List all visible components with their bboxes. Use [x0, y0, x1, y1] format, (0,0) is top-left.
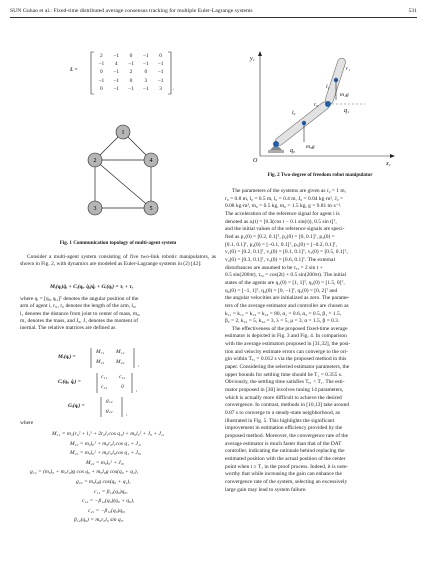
laplacian-cell: 0 — [129, 53, 133, 59]
text-line: denoted as aᵢ(t) = [0.3(cos t − 0.1 sin(t)), 0.5 sin t]ᵀ, — [225, 218, 337, 225]
fig1-caption: Fig. 1 Communication topology of multi-agent system — [59, 240, 177, 246]
graph-node-label: 3 — [93, 206, 97, 212]
laplacian-cell: 2 — [100, 53, 103, 59]
text-line: tion and velocity estimate errors can converge to the ori- — [225, 348, 348, 355]
laplacian-cell: 0 — [144, 69, 148, 76]
laplacian-cell: 0 — [129, 77, 133, 84]
edge-2-5 — [95, 160, 151, 208]
matrix-G-comma: , — [126, 411, 128, 417]
definition-line: M₂₁ = m₀l₀² + m₀r₀l₀cos q₁ + J₀, — [70, 450, 142, 457]
text-line: controller, indicating the rationale behind replacing the — [225, 448, 345, 455]
matrix-C-entry: c₁₂ — [119, 374, 126, 380]
laplacian-symbol: L = — [70, 67, 78, 73]
definition-line: M₁₂ = m₀l₀² + m₀r₀l₁cos q₁ + J₁, — [70, 440, 142, 447]
text-line: v₁(0) = [0.2, 0.1]ᵀ, v₂(0) = [0.1, 0.1]ᵀ, v₃(0) = [0.5, 0.1]ᵀ, — [225, 249, 348, 256]
definition-line: β₁₂(q₀) = m₀r₀l₀ sin q₀. — [74, 517, 124, 524]
laplacian-cell: 2 — [129, 69, 133, 76]
laplacian-cell: 0 — [159, 53, 162, 59]
y-axis-arrow — [258, 51, 262, 56]
text-line: 0.5 sin(200πt), τₑ₂ = cos(2t) + 0.5 sin(200πt). The initial — [225, 272, 347, 279]
laplacian-cell: −1 — [142, 61, 149, 68]
left-column-para2 — [20, 296, 216, 332]
text-line: The parameters of the systems are given as r₀ = 1 m, — [232, 188, 346, 194]
definition-line: g₁₂ = (m₀l₀ + m₀r₀)g cos q₀ + m₀l₀g cos(q₀ + q₁), — [30, 469, 138, 476]
text-line: 0.08 kg·m², m₀ = 0.5 kg, m₀ = 1.5 kg, g = 9.81 m·s⁻². — [225, 203, 342, 210]
header-rule — [10, 17, 417, 18]
fig2-label: y₁ — [250, 56, 255, 62]
text-line: gin within Tₑ₁ = 0.012 s via the proposed method in this — [225, 356, 347, 363]
text-line: illustrated in Fig. 5. This highlights the significant — [225, 417, 335, 424]
joint-0 — [273, 141, 279, 147]
text-line: and the initial values of the reference signals are speci- — [225, 226, 345, 233]
fig2-label: r₀ — [314, 102, 319, 108]
text-line: large gain may lead to system failure. — [225, 486, 307, 493]
fig2-caption: Fig. 2 Two-degree of freedom robot manipulator — [267, 172, 373, 178]
matrix-C-entry: 0 — [121, 384, 124, 390]
text-line: fied as p₁(0) = [0.2, 0.1]ᵀ, p₂(0) = [0, 0.1]ᵀ, p₃(0) = — [225, 233, 335, 240]
text-line: 0.87 s to converge to a steady-state neighborhood, as — [225, 410, 340, 417]
fig2-label: q₁ — [344, 108, 350, 114]
text-line: which is actually more difficult to achieve the desired — [225, 394, 342, 401]
matrix-C-comma: , — [136, 387, 138, 393]
text-line: arm of agent i, rᵢ₁, r₀ denotes the length of the arm, l₀, — [20, 303, 137, 310]
text-line: estimated position with the actual position of the center — [225, 455, 346, 462]
laplacian-cell: 3 — [159, 85, 162, 92]
graph-node — [144, 201, 158, 215]
laplacian-cell: −1 — [157, 61, 164, 68]
matrix-M-entry: M₁₁ — [96, 349, 105, 355]
definition-line: g₂₂ = m₀l₀g cos(q₀ + q₁), — [76, 478, 131, 485]
graph-node — [88, 153, 102, 167]
definitions-block — [30, 430, 216, 526]
matrix-M-entry: M₂₂ — [116, 359, 125, 365]
fig2-label: r₁ — [346, 66, 351, 72]
text-line: The acceleration of the reference signal for agent i is — [225, 210, 340, 217]
laplacian-cell: 0 — [100, 85, 103, 92]
definition-line: c₁₁ = β₁₂(q₀)q₀, — [94, 488, 128, 495]
text-line: l₁ denotes the distance from joint to center of mass, m₀, — [20, 310, 141, 317]
text-line: states of the agents are q₁(0) = [1, 1]ᵀ, q₂(0) = [1.5, 0]ᵀ, — [225, 279, 345, 286]
definition-line: c₂₁ = −β₁₂(q₀)q₀, — [88, 507, 126, 514]
text-line: mator proposed in [30] involves tuning 14 parameters, — [225, 387, 344, 394]
text-line: the angular velocities are initialized as zero. The parame- — [225, 295, 350, 302]
laplacian-cell: 4 — [114, 61, 118, 68]
matrix-G-entry: g₂₂ — [106, 408, 113, 414]
running-header — [10, 8, 417, 14]
text-line: k₁₁ = k₁₂ = k₁₃ = k₁₄ = 80, α₁ = 0.6, α₂ = 0.5, β₁ = 1.5, — [225, 310, 342, 317]
matrix-C-entry: c₂₁ — [101, 384, 108, 390]
fig2-label: x₁ — [386, 161, 391, 167]
fig2-label: l₁ — [326, 84, 330, 90]
laplacian-period: . — [173, 86, 175, 92]
left-column — [20, 254, 216, 269]
fig2-label: q₀ — [290, 148, 296, 154]
right-column — [225, 188, 415, 494]
graph-node — [116, 125, 130, 139]
laplacian-cell: −1 — [157, 69, 164, 76]
definition-line: M₁₁ = m₁(r₀² + l₁² + 2r₀l₁cos q₁) + m₀l₀² + J₀ + J₁, — [52, 431, 165, 437]
laplacian-cell: −1 — [128, 85, 134, 92]
text-line: [0.1, 0.1]ᵀ, p₄(0) = [−0.1, 0.1]ᵀ, p₅(0) = [−0.2, 0.1]ᵀ, — [225, 241, 338, 248]
text-line: improvement in estimation efficiency provided by the — [225, 425, 343, 432]
matrix-M — [58, 347, 168, 369]
matrix-C — [58, 372, 168, 394]
fig2-label: O — [253, 158, 258, 164]
laplacian-grid — [94, 52, 168, 93]
matrix-G-entry: g₁₂ — [106, 398, 113, 404]
fig2-label: m₁g — [340, 92, 349, 98]
laplacian-cell: −1 — [113, 69, 120, 76]
matrix-M-comma: , — [138, 362, 140, 368]
matrix-C-entry: c₁₁ — [101, 374, 108, 380]
definition-line: c₁₂ = −β₁₂(q₀)(q₀ + q₀), — [82, 498, 135, 505]
text-line: upper bounds for settling time should be T₁ = 0.355 s. — [225, 371, 343, 378]
text-line: average estimator is much faster than that of the DAT — [225, 440, 342, 447]
matrix-G-label: Gᵢ(qᵢ) = — [68, 403, 85, 409]
el-equation: Mᵢ(qᵢ)q̈ᵢ + Cᵢ(qᵢ, q̇ᵢ)q̇ᵢ + Gᵢ(qᵢ) = τᵢ + τₑ — [50, 284, 134, 290]
manipulator-figure — [240, 48, 400, 168]
text-line: q₃(0) = [−1, 1]ᵀ, q₄(0) = [0, −1]ᵀ, q₅(0) = [0, 2]ᵀ and — [225, 287, 338, 294]
text-line: m₁ denotes the mass, and J₀, J₁ denotes the moment of — [20, 317, 139, 324]
text-line: The effectiveness of the proposed fixed-time average — [232, 325, 348, 332]
text-line: worthy that while increasing the gain can enhance the — [225, 471, 342, 478]
text-line: where qᵢ = [qᵢ₀ qᵢ₁]ᵀ denotes the angular position of the — [20, 296, 139, 302]
laplacian-cell: −1 — [128, 61, 134, 68]
definition-line: M₂₂ = m₀l₀² + J₀, — [86, 459, 125, 466]
text-line: r₀ = 0.8 m, l₀ = 0.5 m, l₀ = 0.4 m, J₀ = 0.04 kg·m², J₀ = — [225, 195, 344, 202]
graph-node-label: 4 — [149, 158, 153, 164]
matrix-M-entry: M₂₁ — [96, 359, 105, 365]
laplacian-cell: −1 — [157, 77, 164, 84]
graph-node-label: 2 — [93, 158, 97, 164]
text-line: proposed method. Moreover, the convergence rate of the — [225, 433, 349, 439]
graph-node — [144, 153, 158, 167]
text-line: with the average estimators proposed in [31,32], the posi- — [225, 341, 351, 348]
graph-node-label: 1 — [121, 130, 125, 136]
matrix-G — [58, 396, 168, 418]
graph-node-label: 5 — [149, 206, 153, 212]
intro-paragraph: Consider a multi-agent system consisting of five two-link robotic manipulators, as shown in Fig. 2, with dynamics are modeled as Euler-Lagrange systems in (2) [42]: — [20, 254, 216, 268]
fig2-label: l₀ — [292, 110, 296, 116]
text-line: paper. Considering the selected estimator parameters, the — [225, 364, 350, 371]
text-line: ters of the average estimator and controller are chosen as — [225, 302, 349, 309]
laplacian-cell: −1 — [113, 85, 120, 92]
ground-hatch — [268, 150, 284, 153]
page-number: 531 — [408, 8, 417, 14]
matrix-C-label: Cᵢ(qᵢ, q̇ᵢ) = — [58, 379, 81, 385]
laplacian-cell: 0 — [100, 69, 103, 76]
laplacian-cell: −1 — [98, 61, 105, 68]
fig2-label: m₀g — [306, 144, 315, 150]
running-title: SUN Guhao et al.: Fixed-time distributed average consensus tracking for multiple Euler-Lagrange systems — [10, 8, 253, 14]
laplacian-cell: −1 — [113, 77, 120, 84]
graph-node — [88, 201, 102, 215]
text-line: inertial. The relative matrices are defined as — [20, 325, 116, 331]
where-label: where — [20, 420, 34, 426]
text-line: Obviously, the settling time satisfies Tₑ₁ < T₁. The esti- — [225, 379, 345, 386]
text-line: point when t ≥ T₁ in the proof process. Indeed, it is note- — [225, 463, 349, 470]
x-axis-arrow — [390, 154, 395, 158]
text-line: convergence. In contrast, methods in [10,13] take around — [225, 402, 350, 409]
text-line: estimator is depicted in Fig. 3 and Fig. 4. In comparison — [225, 333, 347, 340]
laplacian-cell: 3 — [144, 77, 148, 84]
text-line: β₂ = 2, k₂₁ = 5, k₂₂ = 3, λ = 5, μ = 3, α = 1.5, β = 0.3. — [225, 318, 340, 325]
laplacian-cell: −1 — [142, 85, 149, 92]
laplacian-cell: −1 — [98, 77, 105, 84]
laplacian-cell: −1 — [113, 53, 120, 59]
text-line: disturbances are assumed to be τₑ₁ = 2 sin t + — [225, 264, 323, 271]
matrix-M-entry: M₁₂ — [116, 349, 125, 355]
laplacian-matrix — [70, 50, 180, 96]
laplacian-cell: −1 — [142, 53, 149, 59]
text-line: v₄(0) = [0.3, 0.1]ᵀ, v₅(0) = [0.6, 0.1]ᵀ. The external — [225, 256, 335, 263]
text-line: convergence rate of the system, selecting an excessively — [225, 478, 348, 485]
topology-graph — [78, 118, 188, 228]
matrix-M-label: Mᵢ(qᵢ) = — [58, 354, 76, 360]
